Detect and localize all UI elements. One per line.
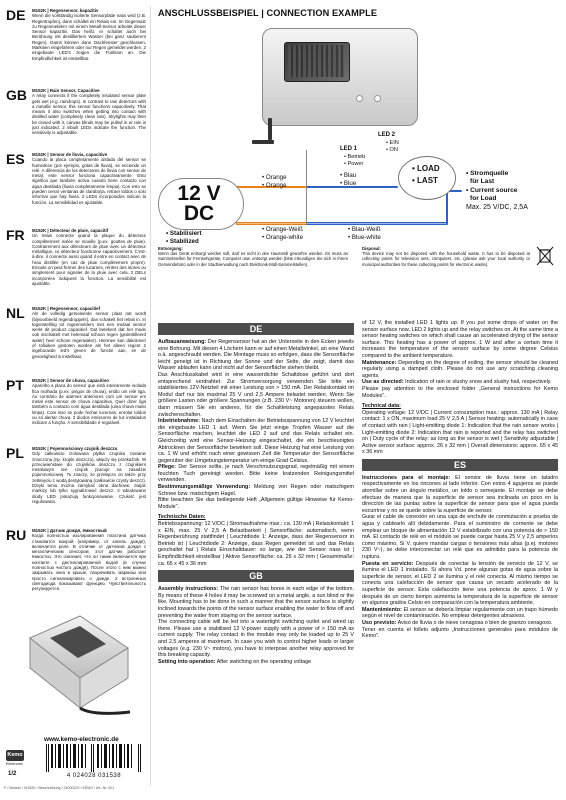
para-text: Please pay attention to the enclosed folder „General instructions for Kemo Modules". [362,385,558,399]
lang-desc: Un relais connecte quand la plaque du détecteur complètement isolée se mouille (p.ex. gouttes de pluie). Contrairement aux détecteurs de pluie avec un détecteur métallique, ce détecteur fonctionne capacitivement. C'est-à-dire, il connecte aussi quand il entre en contact avec de l'eau distillée (en cas de pluie complètement propre). Ensuite on peut fermer des lucarnes, rentrer des stores ou simplement pour signaler de la pluie avec cela. 2 DELs incorporées indiquent la fonction. La sensibilité est ajustable. [32,233,146,286]
para-label: Bestimmungsmäßige Verwendung: [158,484,251,491]
lang-block-de [6,8,146,61]
sensor-grid-pattern [288,45,344,77]
para-text: Depending on the degree of soiling, the sensor should be cleaned regularly using a damped cloth. Please do not use any scratching cleaning agents. [362,359,558,379]
current-line: für Last [470,178,495,186]
led2-dot [374,95,381,102]
load-line: • LAST [412,176,438,185]
section-header-es: ES [362,459,558,471]
lang-title: M152K | Датчик дождя, ёмкостный [32,528,107,533]
tech-data: Operating voltage: 12 V/DC | Current consumption max.: approx. 130 mA | Relay contact: 1 x ON, maximum load 25 V 2,5 A | Sensor heating: automatically in case of contact with rain | Light-emitting diode 1: Indication that the rain sensor works | Light-emitting diode 2: Indication that rain is reported and the relay has switched on | Duty cycle of the relay: as long as the sensor is wet | Sensitivity adjustable | Active sensor surface: approx. 26 x 32 mm | Overall dimensions: approx. 65 x 45 x 36 mm [362,409,558,456]
current-max: Max. 25 V/DC, 2,5A [466,203,528,211]
current-line: • Stromquelle [466,170,509,177]
crossed-bin-icon [536,246,554,266]
para-label: Instrucciones para el montaje: [362,474,451,481]
para-text: Bitte beachten Sie das beiliegende Heft „Allgemein gültige Hinweise für Kemo-Module". [158,497,354,510]
wire-label: • Orange [262,182,287,189]
para-text: El sensor de lluvia tiene un taladro respectivamente en los rincones al lado inferior. Con estos 4 agujeros se puede atornillar sobre un ángulo metálico, un toldo o semejante. El montaje se debe efectuar de manera que la superficie de sensor sea inclinada un poco en la dirección de las puntas sobre la superficie de sensor para que el agua pueda escurrirse y no se quede sobre la superficie de sensor. [362,474,559,514]
lang-title: M152K | Pojemnościowy czujnik deszczu [32,446,118,451]
lang-text [32,152,146,205]
lang-text [32,446,146,504]
barcode-image [44,744,144,772]
product-photo [20,608,134,718]
wire-label: • Orange [262,174,287,181]
lang-block-nl [6,306,146,359]
page-number: 1/2 [8,771,17,777]
lang-desc: Gdy całkowicie izolowana płytka czujnika zostanie zmoczona (np. krople deszczu), włączy się przekaźnik. W przeciwieństwie do czujników deszczu z czujnikiem metalowym ten czujnik pracuje na zasadzie pojemnościowej. To znaczy, że przełącza on także przy zetknięciu z wodą destylowaną (całkowicie czysty deszcz). Dzięki temu można zamykać okna dachowe, zwijać markizy lub tylko sygnalizować deszcz. 2 wbudowane diody LED pokazują funkcjonowanie. Czułość jest regulowana. [32,451,146,504]
voltage-value: 12 V [177,182,221,205]
lang-text [32,306,146,359]
para-label: Puesta en servicio: [362,560,414,567]
lang-title: M152K | Regensensor, kapazitiv [32,8,99,13]
lang-block-es [6,152,146,205]
lang-block-ru [6,528,146,592]
wire-label: • Blau-Weiß [348,226,381,233]
stabilized-label: • Stabilized [166,238,199,245]
disposal-de [158,246,348,267]
para-label: Pflege: [158,464,176,471]
lang-desc: Als de volledig geïsoleerde sensor plaat nat wordt (bijvoorbeeld regendruppels), dan schakelt het relais in. In tegenstelling tot regenmelders met een metaal sensor werkt dit product capacitief. Dat betekent dat het mede ook inschakelt met helemaal schoon regen (gedestilleerd water) heel schoon regenwater). Hiermee kan dakramen of rolluiken gesloten worden als het alleen regent 2 ingebouwde led's geven de functie aan, en de gevoeligheid is instelbaar. [32,311,146,359]
lang-code: NL [6,305,25,321]
para-text: Meldung von Regen oder matschigem Schnee bzw. matschigem Hagel. [158,484,355,497]
para-text: Aviso de lluvia o de nieve cenagosa o bien de granizo cenagoso. [396,619,553,626]
kemo-logo-sub: Electronic [6,762,23,766]
kemo-logo: Kemo [6,750,24,761]
para-text: Der Regensensor hat an der Unterseite in den Ecken jeweils eine Bohrung. Mit diesen 4 Löchern kann er auf einen Metallwinkel, an eine Wand o.ä. angeschraubt werden. Die Montage muss so erfolgen, dass die Sensorfläche leicht geneigt ist in Richtung der Sonne und der Seite, die zeigt, damit das Wasser ablaufen kann und nicht auf der Sensorfläche stehen bleibt. [158,339,354,372]
lang-text [32,8,146,61]
para-label: Maintenance: [362,359,397,366]
led2-item: • EIN [386,140,399,146]
wire-label: • Blue [340,180,357,187]
current-source-label [466,170,528,212]
led1-dot [356,95,363,102]
lang-code: GB [6,87,27,103]
load-line: • LOAD [412,164,440,173]
lang-desc: Когда полностью изолированная пластина датчика становится мокрой (например, от капель дождя), включается реле. В отличие от датчиков дождя с металлическим сенсором, этот датчик работает ёмкостно. Это означает, что он также включается при контакте с дистиллированной водой (в случае полностью чистого дождя). После этого с ним можно закрывать окна в крыше, сворачивать маркизы или просто сигнализировать о дожде. 2 встроенных светодиода показывают функцию. Чувствительность регулируется. [32,533,146,592]
current-line: • Current source [466,186,518,194]
power-voltage [164,184,234,224]
load-label [412,163,440,187]
lang-code: DE [6,7,26,23]
para-text: Después de conectar la tensión de servicio de 12 V, se ilumina el LED 1 instalado. Si ahora Vd. pone algunas gotas de agua sobre la superficie de sensor, el LED 2 se ilumina y el relé conecta. Al mismo tiempo se conecta una calefacción de sensor que causa un secado acelerado de la superficie de sensor. Esta calefacción tiene una potencia de aprox. 1 W y después de un cierto tiempo aumenta la temperatura de la superficie de sensor en algunos grados Celsio en comparación con la temperatura ambiente. [362,560,558,607]
lang-title: M152K | Sensor de chuva, capacitivo [32,378,109,383]
lang-title: M152K | Sensor de lluvia, capacitive [32,152,108,157]
para-label: Assembly instructions: [158,586,219,593]
lang-text [32,228,146,286]
website-url: www.kemo-electronic.de [44,736,119,743]
lang-block-pt [6,378,146,426]
led1-item: • Power [344,161,364,167]
para-text: El sensor se debería limpiar regularmente con un trapo húmedo según el nivel de contaminación. No emplear detergentes abrasivos. [362,606,558,620]
disposal-en [362,246,530,267]
text-column-left [158,320,354,665]
lang-code: FR [6,227,25,243]
wire-label: • Blau [340,172,357,179]
led2-label: LED 2 [378,132,396,138]
para-label: Aufbauanweisung: [158,339,207,345]
tech-title: Technische Daten: [158,514,206,521]
para-text: After switching on the operating voltage [215,658,312,665]
lang-code: PT [6,377,24,393]
cable [252,140,274,144]
disposal-title: Entsorgung: [158,246,183,251]
lang-desc: Aparelho a placa do sensor que está inteiramente isolada fica molhada (p.ex. pingos de chuva), então um relé liga. Ao contrário de alarmes anteriores com um sensor em metal este sensor de chuva capacitiva. Quer dizer liga também a contacto com água destilada (uma chuva muito limpa). Com isso se pode fechar lucernas, enrolar toldos ou só alertar chuva. 2 diodos emissores de luz instalados indicam a função. A sensibilidade é regulável. [32,383,146,426]
wire-label: • Orange-Weiß [262,226,303,233]
cable [268,118,272,140]
lang-desc: A relay connects if the completely insulated sensor plate gets wet (e.g. raindrops). In contrast to rain detectors with a metallic sensor, this sensor functions capacitively. That means it also switches when getting into contact with distilled water (completely clean rain). Skylights may then be closed with it, canvas blinds may be pulled in or rain is just indicated. 2 inbuilt LEDs indicate the function. The sensitivity is adjustable. [32,93,146,136]
para-text: Tener en cuenta el folleto adjunto „Instrucciones generales para módulos de Kemo". [362,626,558,640]
tech-title: Technical data: [362,403,401,410]
led1-label: LED 1 [340,146,358,152]
para-text: Nach dem Einschalten der Betriebsspannung von 12 V leuchtet die eingebaute LED 1 auf. Wenn Sie jetzt einige Tropfen Wasser auf die Sensorfläche machen, leuchtet die LED 2 auf und das Relais schaltet ein. Gleichzeitig wird eine Sensor-Heizung eingeschaltet, die ein beschleunigtes Abtrocknen der Sensorfläche bewirken soll. Diese Heizung hat eine Leistung von ca. 1 W und erhöht nach einer gewissen Zeit die Temperatur der Sensorfläche gegenüber der Umgebungstemperatur um einige Grad Celsius. [158,418,354,464]
wire-label: • Orange-white [262,234,304,241]
wire-bundle [306,150,307,224]
para-text: Der Sensor sollte, je nach Verschmutzungsgrad, regelmäßig mit einem feuchten Tuch gereinigt werden. Bitte keine kratzenden Reinigungsmittel verwenden. [158,464,354,484]
para-label: Mantenimiento: [362,606,402,613]
para-label: Uso previsto: [362,619,397,626]
led2-item: • ON [386,147,398,153]
para-text: Das Anschlusskabel wird in eine wasserdichte Schaltdose geführt und dort entsprechend verdrahtet. Zur Stromversorgung verwenden Sie bitte ein stabilisiertes 12V-Netzteil mit einer Leistung von > 150 mA. Der Relaiskontakt im Modul darf nur bis maximal 25 V und 2,5 Ampere belastet werden. Wenn Sie größere Lasten oder größere Spannungen (z.B. 230 V~ Motoren) steuern wollen, dann müssen Sie ein anderes, für die Schaltleistung angepasstes Relais zwischenschalten. [158,371,354,418]
disposal-text: Wenn das Gerät entsorgt werden soll, darf es nicht in den Hausmüll geworfen werden. Es muss an Sammelstellen für Fernsehgeräte, Computer usw. entsorgt werden (bitte erkundigen Sie sich in Ihrem Gemeindebüro oder in der Stadtverwaltung nach Elektronik-Müll-Sammelstellen). [158,251,348,267]
disposal-text: This device may not be disposed with the household waste. It has to be disposed at collecting points for television sets, computers, etc. (please ask your local authority or municipal authorities for these collecting points for electronic waste). [362,251,530,267]
para-text: The connecting cable will be led into a watertight switching outlet and wired up there. Please use a stabilised 12 V-power supply with a power of > 150 mA as current supply. The relay contact in the module may only be loaded up to 25 V and 2,5 amperes at maximum. In case you wish to control higher loads or larger voltages (e.g. 230 V~ motors), you have to interpose another relay approved for this breaking capacity. [158,619,354,659]
para-text: Guiar el cable de conexión en una caja de enchufe de conmutación a prueba de agua y cablearlo allí debidamente. Para el suministro de corriente se debe emplear un bloque de alimentación 12 V estabilizado con una potencia de > 150 mA. El contacto de relé en el módulo se puede cargar hasta 25 V y 2,5 amperios como máximo. Si V. quiere mandar cargas o tensiones más altas (p.ej. motores 230 V~), se debe interconectar un relé que es admitido para la potencia de ruptura. [362,514,558,560]
lang-text [32,528,146,592]
para-label: Setting into operation: [158,658,216,665]
lang-block-fr [6,228,146,286]
section-header-de: DE [158,323,354,335]
lang-title: M152K | Détecteur de pluie, capacitif [32,228,109,233]
lang-code: ES [6,151,25,167]
tech-data: Betriebsspannung: 12 V/DC | Stromaufnahme max.: ca. 130 mA | Relaiskontakt: 1 x EIN, max. 25 V 2,5 A Belastbarkeit | Sensorfläche: automatisch, wenn Regenberührung stattfindet | Leuchtdiode 1: Anzeige, dass der Regensensor in Betrieb ist | Leuchtdiode 2: Anzeige, dass Regen gemeldet ist und das Relais geschaltet hat | Relais Einschaltdauer: so lange, wie der Sensor nass ist | Empfindlichkeit einstellbar | Aktive Sensorfläche: ca. 26 x 32 mm | Gesamtmaße: ca. 65 x 45 x 36 mm [158,521,354,567]
para-label: Inbetriebnahme: [158,418,200,425]
footer-ref: P / Module / M152K / Beschreibung / 24000223 / KEMO / Art.-Nr. 001 [4,786,115,790]
lang-code: PL [6,445,24,461]
stabilized-label: • Stabilisiert [166,230,202,237]
voltage-type: DC [183,202,215,225]
lang-desc: Wenn die vollständig isolierte Sensorplatte nass wird (z.B. Regentropfen), dann schaltet ein Relais ein. Im Gegensatz zu Regenmeldern mit einem Metall-Sensor arbeitet dieser Sensor kapazitiv. Das heißt, er schaltet auch bei Berührung mit destilliertem Wasser (bei ganz sauberem Regen). Damit können dann Dachfenster geschlossen, Markisen eingefahren oder nur Regen gemeldet werden. 2 eingebaute LED's zeigen die Funktion an. Die Empfindlichkeit ist einstellbar. [32,13,146,61]
lang-block-gb [6,88,146,136]
para-text: The rain sensor has bores in each edge of the bottom. By means of these 4 holes it may be screwed on a metal angle, a sun blind or the like. Mounting has to be done in such a manner that the sensor surface is slightly inclined towards the points of the sensor surface enabling the water to flow off and preventing the water from staying on the sensor surface. [158,586,354,619]
wire-blue-riser [446,190,448,224]
wire-orange-white [236,222,308,225]
para-text: Indication of rain or slushy snow and slushy hail, respectively. [403,379,552,386]
lang-text [32,88,146,136]
text-column-right [362,320,558,640]
para-label: Use as directed: [362,379,404,386]
disposal-title: Disposal: [362,246,381,251]
wire-blue-white [306,222,448,225]
barcode-number: 4 024028 031538 [66,773,122,779]
lang-block-pl [6,446,146,504]
lang-code: RU [6,527,27,543]
led1-item: • Betrieb [344,154,366,160]
lang-desc: Cuando la placa completamente aislada del sensor se humedece (por ejemplo, gotas de lluvia), se enciende un relé. A diferencia de los detectores de lluvia con sensor de metal, este sensor funciona capacitivamente. Esto significa que también activa cuando tiene contacto con agua destilada (lluvia completamente limpia). Con esto se pueden cerrar ventanas de claraboya, retraer toldos o solo informar que hay lluvia. 2 LEDs incorporados indican la función. La sensibilidad es ajustable. [32,157,146,205]
lang-title: M152K | Rain Sensor, Capacitive [32,88,100,93]
para-text: of 12 V, the installed LED 1 lights up. If you put some drops of water on the sensor surface now, LED 2 lights up and the relay switches on. At the same time a sensor heating switches on which shall cause an accelerated drying of the sensor surface. This heating has a power of approx. 1 W and after a certain time it increases the temperature of the sensor surface by some degree Celsius compared to the ambient temperature. [362,320,558,359]
current-line: for Load [470,195,497,203]
lang-text [32,378,146,426]
section-header-gb: GB [158,570,354,582]
column-divider [150,6,151,786]
wire-label: • Blue-white [348,234,381,241]
page-title: ANSCHLUSSBEISPIEL | CONNECTION EXAMPLE [158,8,378,18]
lang-title: M152K | Regensensor, capacitief [32,306,101,311]
